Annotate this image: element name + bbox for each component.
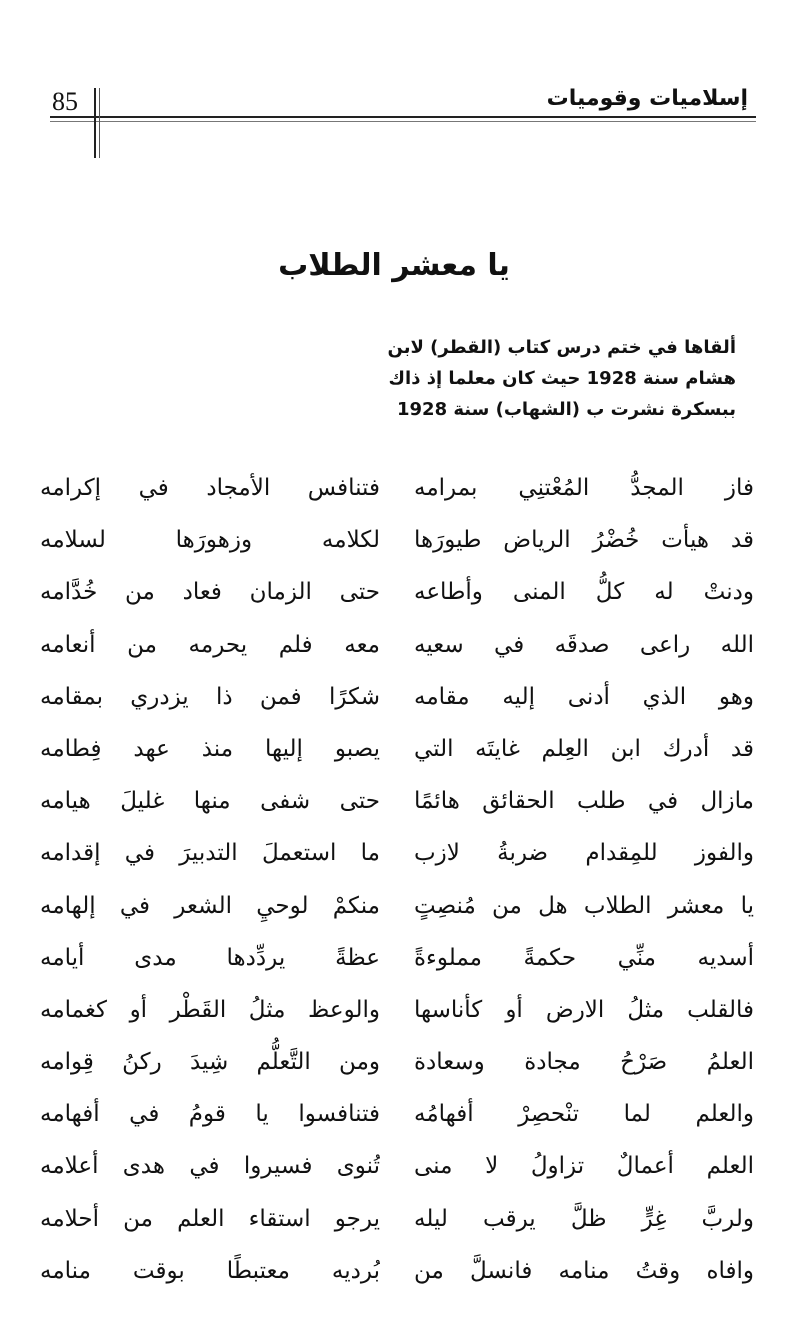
- header-rule: [50, 116, 756, 118]
- verse-second-hemistich: ما استعملَ التدبيرَ في إقدامه: [40, 840, 380, 867]
- page-number: 85: [52, 87, 78, 116]
- verse-first-hemistich: الله راعى صدقَه في سعيه: [414, 631, 754, 658]
- verse-second-hemistich: عظةً يردِّدها مدى أيامه: [40, 944, 380, 971]
- verse-second-hemistich: ومن التَّعلُّم شِيدَ ركنُ قِوامه: [40, 1049, 380, 1076]
- verse-second-hemistich: حتى الزمان فعاد من خُدَّامه: [40, 579, 380, 606]
- verse: [40, 1036, 754, 1088]
- verse: [40, 827, 754, 879]
- verse: [40, 566, 754, 618]
- verse-first-hemistich: مازال في طلب الحقائق هائمًا: [414, 788, 754, 815]
- verse-first-hemistich: العلم أعمالٌ تزاولُ لا منى: [414, 1153, 754, 1180]
- verse-second-hemistich: يصبو إليها منذ عهد فِطامه: [40, 735, 380, 762]
- verse: [40, 619, 754, 671]
- verse: [40, 514, 754, 566]
- verse-second-hemistich: حتى شفى منها غليلَ هيامه: [40, 788, 380, 815]
- poem-verses: [40, 462, 754, 1297]
- verse-first-hemistich: قد هيأت خُضْرُ الرياض طيورَها: [414, 527, 754, 554]
- verse-second-hemistich: لكلامه وزهورَها لسلامه: [40, 527, 380, 554]
- header-vertical-rule: [94, 88, 96, 158]
- poem-intro-note: [387, 332, 736, 425]
- verse: [40, 462, 754, 514]
- verse-second-hemistich: منكمْ لوحيِ الشعر في إلهامه: [40, 892, 380, 919]
- verse: [40, 932, 754, 984]
- verse-second-hemistich: معه فلم يحرمه من أنعامه: [40, 631, 380, 658]
- verse: [40, 984, 754, 1036]
- verse-second-hemistich: تُنوى فسيروا في هدى أعلامه: [40, 1153, 380, 1180]
- verse-second-hemistich: فتنافس الأمجاد في إكرامه: [40, 475, 380, 501]
- intro-line: هشام سنة 1928 حيث كان معلما إذ ذاك: [388, 368, 736, 389]
- verse: [40, 880, 754, 932]
- verse-second-hemistich: فتنافسوا يا قومُ في أفهامه: [40, 1101, 380, 1128]
- verse-second-hemistich: يرجو استقاء العلم من أحلامه: [40, 1205, 380, 1232]
- header-rule-secondary: [50, 121, 756, 122]
- verse-first-hemistich: فاز المجدُّ المُعْتنِي بمرامه: [414, 475, 754, 501]
- verse-second-hemistich: والوعظ مثلُ القَطْر أو كغمامه: [40, 996, 380, 1023]
- verse: [40, 1245, 754, 1297]
- verse-second-hemistich: شكرًا فمن ذا يزدري بمقامه: [40, 683, 380, 710]
- verse: [40, 671, 754, 723]
- verse: [40, 1140, 754, 1192]
- verse-first-hemistich: العلمُ صَرْحُ مجادة وسعادة: [414, 1049, 754, 1076]
- poem-title: يا معشر الطلاب: [278, 248, 510, 283]
- verse: [40, 1193, 754, 1245]
- intro-line: ألقاها في ختم درس كتاب (القطر) لابن: [387, 337, 736, 358]
- verse-first-hemistich: أسديه منِّي حكمةً مملوءةً: [414, 944, 754, 971]
- verse-first-hemistich: والفوز للمِقدام ضربةُ لازب: [414, 840, 754, 867]
- header-vertical-rule-secondary: [99, 88, 100, 158]
- verse: [40, 775, 754, 827]
- running-header-title: إسلاميات وقوميات: [546, 86, 748, 111]
- verse-first-hemistich: والعلم لما تنْحصِرْ أفهامُه: [414, 1101, 754, 1128]
- verse: [40, 1088, 754, 1140]
- verse-first-hemistich: قد أدرك ابن العِلم غايتَه التي: [414, 735, 754, 762]
- verse-first-hemistich: وهو الذي أدنى إليه مقامه: [414, 683, 754, 710]
- verse-second-hemistich: بُرديه معتبطًا بوقت منامه: [40, 1257, 380, 1284]
- verse-first-hemistich: ولربَّ غِرٍّ ظلَّ يرقب ليله: [414, 1205, 754, 1232]
- verse-first-hemistich: فالقلب مثلُ الارض أو كأناسها: [414, 996, 754, 1023]
- verse-first-hemistich: يا معشر الطلاب هل من مُنصِتٍ: [414, 892, 754, 919]
- intro-line: ببسكرة نشرت ب (الشهاب) سنة 1928: [397, 399, 736, 420]
- verse-first-hemistich: وافاه وقتُ منامه فانسلَّ من: [414, 1257, 754, 1284]
- verse: [40, 723, 754, 775]
- verse-first-hemistich: ودنتْ له كلُّ المنى وأطاعه: [414, 579, 754, 606]
